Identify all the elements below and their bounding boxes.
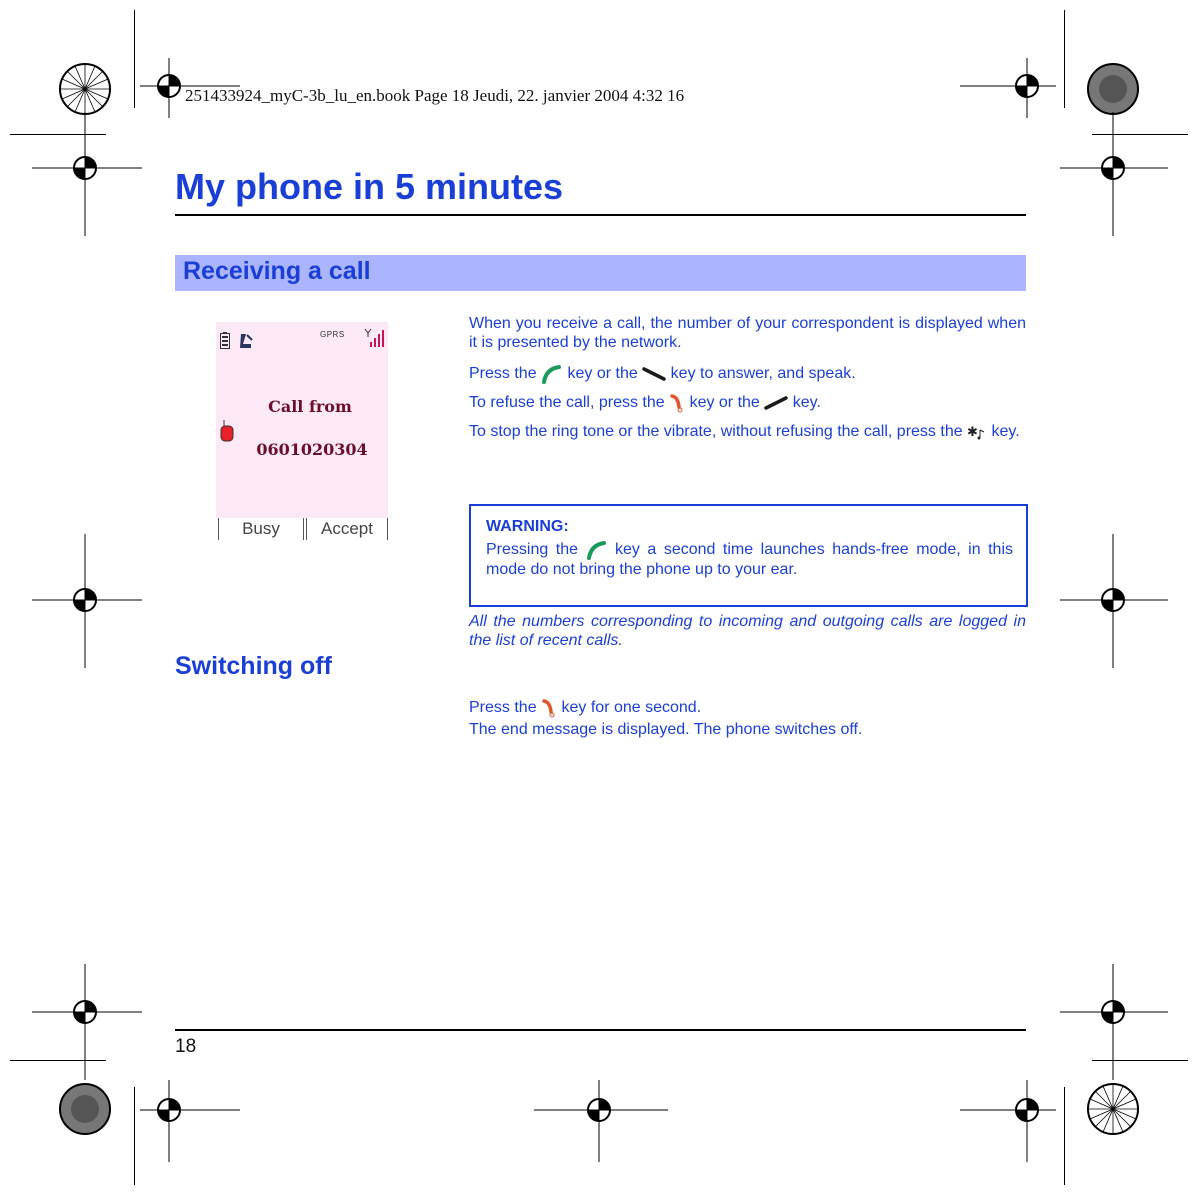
crosshair-icon — [1060, 964, 1168, 1080]
warning-heading: WARNING: — [486, 518, 569, 535]
page-title: My phone in 5 minutes — [175, 166, 564, 207]
star-key-icon — [967, 424, 987, 440]
network-label: GPRS — [320, 330, 345, 339]
left-softkey-icon — [642, 366, 666, 382]
registration-starburst-icon — [58, 62, 112, 116]
crosshair-icon — [1060, 534, 1168, 668]
switch-off-text-a: Press the — [469, 699, 537, 717]
crosshair-icon — [960, 58, 1056, 118]
recent-calls-note: All the numbers corresponding to incoming and outgoing calls are logged in the list of recent calls. — [469, 613, 1026, 649]
crosshair-icon — [140, 1080, 240, 1162]
ringtone-text-b: key. — [991, 423, 1020, 440]
registration-dense-icon — [58, 1082, 112, 1136]
call-key-icon — [586, 540, 608, 560]
end-key-icon — [669, 393, 685, 413]
registration-dense-icon — [1086, 62, 1140, 116]
warning-text — [486, 540, 1013, 579]
warning-text-b: key a second time launches hands-free mode, in this mode do not bring the phone up to your ear. — [486, 541, 1014, 578]
caller-number: 0601020304 — [256, 440, 368, 459]
page-number: 18 — [175, 1036, 197, 1057]
svg-text:✱: ✱ — [967, 424, 978, 440]
phone-softkeys — [216, 518, 388, 542]
incoming-call-icon — [238, 332, 254, 350]
ringtone-instruction — [469, 422, 1026, 441]
section-bar — [175, 255, 1026, 291]
phone-screen — [216, 322, 388, 518]
refuse-text-a: To refuse the call, press the — [469, 394, 665, 412]
refuse-instruction — [469, 393, 1026, 413]
title-rule — [175, 214, 1026, 216]
battery-icon — [220, 332, 230, 349]
ringtone-text-a: To stop the ring tone or the vibrate, without refusing the call, press the — [469, 423, 963, 440]
ringer-icon — [220, 420, 234, 442]
crosshair-icon — [534, 1080, 668, 1162]
right-softkey-icon — [764, 395, 788, 411]
signal-icon — [364, 328, 386, 348]
answer-text-a: Press the — [469, 365, 537, 383]
section-title: Receiving a call — [183, 257, 371, 285]
switch-off-text-b: key for one second. — [561, 699, 702, 717]
busy-softkey: Busy — [218, 518, 304, 540]
call-from-label: Call from — [268, 397, 352, 416]
switch-off-instruction — [469, 698, 1026, 718]
crosshair-icon — [32, 112, 142, 236]
footer-rule — [175, 1029, 1026, 1031]
switching-off-heading: Switching off — [175, 652, 332, 680]
crosshair-icon — [1060, 112, 1168, 236]
answer-instruction — [469, 364, 1026, 384]
answer-text-c: key to answer, and speak. — [670, 365, 856, 383]
crosshair-icon — [32, 534, 142, 668]
registration-starburst-icon — [1086, 1082, 1140, 1136]
crosshair-icon — [960, 1080, 1056, 1162]
refuse-text-b: key or the — [689, 394, 760, 412]
end-key-icon — [541, 698, 557, 718]
refuse-text-c: key. — [792, 394, 821, 412]
call-key-icon — [541, 364, 563, 384]
book-header-line: 251433924_myC-3b_lu_en.book Page 18 Jeudi, 22. janvier 2004 4:32 16 — [185, 86, 685, 105]
accept-softkey: Accept — [306, 518, 388, 540]
answer-text-b: key or the — [567, 365, 638, 383]
warning-box — [469, 504, 1028, 607]
switch-off-result: The end message is displayed. The phone switches off. — [469, 721, 863, 738]
warning-text-a: Pressing the — [486, 541, 578, 559]
crosshair-icon — [32, 964, 142, 1080]
receiving-paragraph: When you receive a call, the number of your correspondent is displayed when it is presented by the network. — [469, 315, 1026, 351]
